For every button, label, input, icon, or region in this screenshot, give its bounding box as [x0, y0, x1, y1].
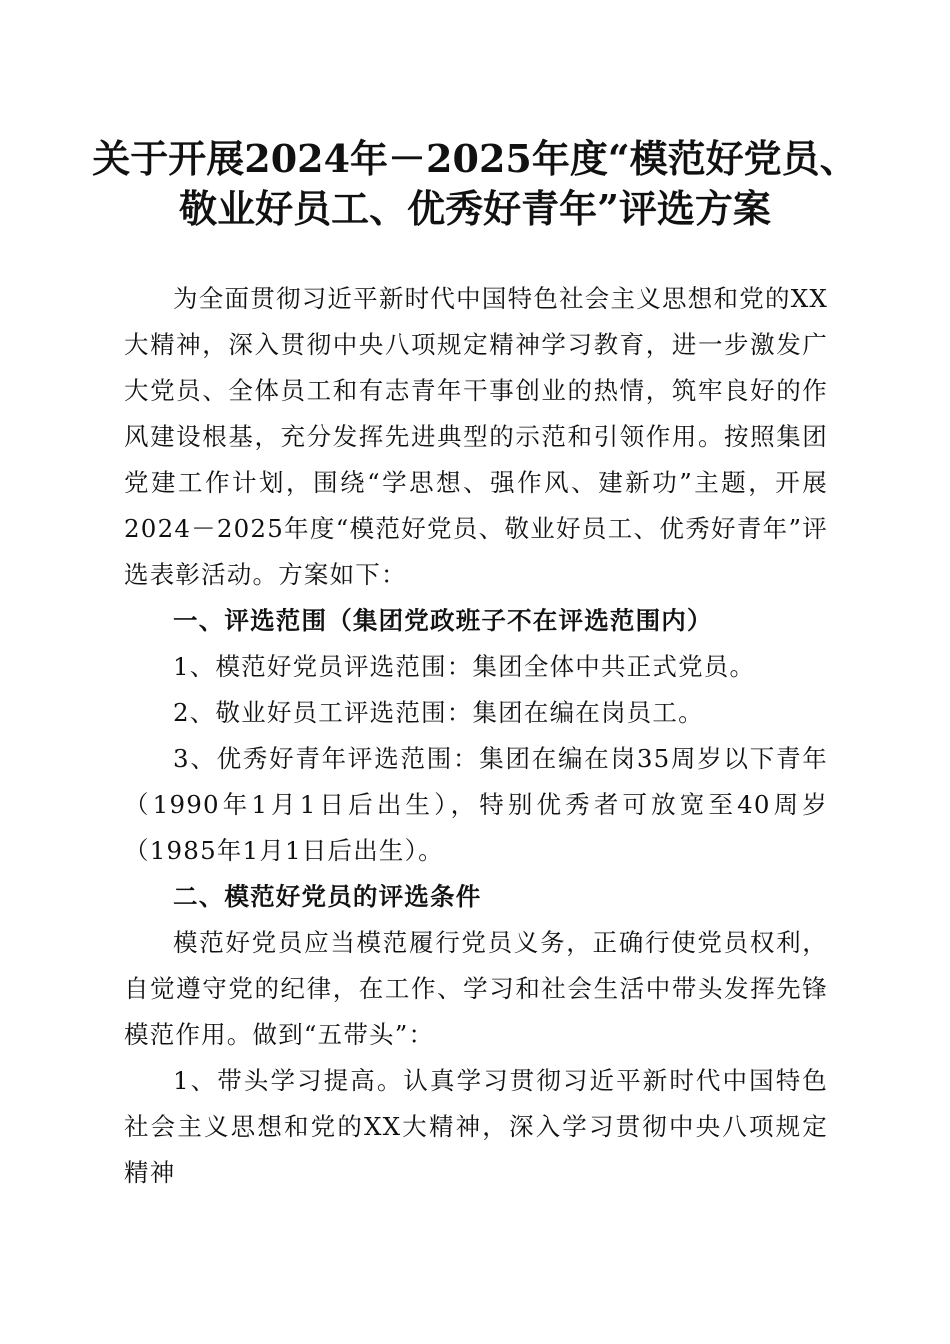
section-2-item: 1、带头学习提高。认真学习贯彻习近平新时代中国特色社会主义思想和党的XX大精神，深入学习贯彻中央八项规定精神: [124, 1066, 828, 1187]
document-title-line-1: 关于开展2024年－2025年度“模范好党员、: [92, 136, 858, 181]
document-body: [124, 276, 828, 1196]
section-1-heading: 一、评选范围（集团党政班子不在评选范围内）: [173, 606, 713, 635]
document-title-line-2: 敬业好员工、优秀好青年”评选方案: [179, 186, 771, 231]
section-1-item: 2、敬业好员工评选范围：集团在编在岗员工。: [173, 698, 704, 727]
section-1-item: 3、优秀好青年评选范围：集团在编在岗35周岁以下青年（1990年1月1日后出生），特别优秀者可放宽至40周岁（1985年1月1日后出生）。: [124, 744, 828, 865]
section-2-heading: 二、模范好党员的评选条件: [173, 882, 482, 911]
intro-paragraph: 为全面贯彻习近平新时代中国特色社会主义思想和党的XX大精神，深入贯彻中央八项规定精神学习教育，进一步激发广大党员、全体员工和有志青年干事创业的热情，筑牢良好的作风建设根基，充分发挥先进典型的示范和引领作用。按照集团党建工作计划，围绕“学思想、强作风、建新功”主题，开展2024－2025年度“模范好党员、敬业好员工、优秀好青年”评选表彰活动。方案如下：: [124, 284, 828, 589]
section-1-item: 1、模范好党员评选范围：集团全体中共正式党员。: [173, 652, 756, 681]
section-2-intro: 模范好党员应当模范履行党员义务，正确行使党员权利，自觉遵守党的纪律，在工作、学习和社会生活中带头发挥先锋模范作用。做到“五带头”：: [124, 928, 828, 1049]
